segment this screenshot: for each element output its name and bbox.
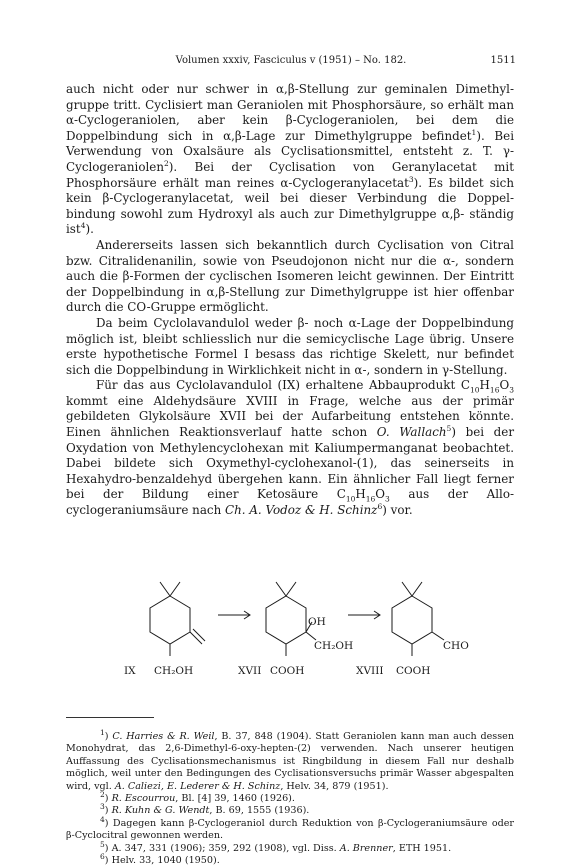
footnotes bbox=[66, 727, 514, 867]
paragraph-3: Da beim Cyclolavandulol weder β- noch α-Lage der Doppelbindung möglich ist, bleibt schliesslich nur die semicyclische Lage übrig. Unsere erste hypothetische Formel I besass das richtige Skelett, nur befindet sich die Doppelbindung in Wirklichkeit nicht in α-, sondern in γ-Stellung. bbox=[66, 315, 514, 377]
substituent-XVII-oh: OH bbox=[308, 616, 326, 628]
running-header bbox=[66, 55, 516, 71]
footnote-3: $^3$) R. Kuhn & G. Wendt, B. 69, 1555 (1936). bbox=[100, 802, 310, 817]
footnote-ref-6: 6 bbox=[377, 502, 383, 512]
structure-XVIII bbox=[392, 582, 444, 656]
substituent-XVII-cooh: COOH bbox=[270, 665, 305, 677]
footnote-4: $^4$) Dagegen kann β-Cyclogeraniol durch Reduktion von β-Cyclogeraniumsäure oder β-Cyclocitral gewonnen werden. bbox=[66, 814, 514, 842]
label-IX: IX bbox=[124, 665, 136, 677]
footnote-5: $^5$) A. 347, 331 (1906); 359, 292 (1908), vgl. Diss. A. Brenner, ETH 1951. bbox=[100, 839, 452, 854]
footnote-ref-1: 1 bbox=[471, 127, 477, 137]
reaction-scheme bbox=[124, 578, 480, 686]
label-XVII: XVII bbox=[238, 665, 262, 677]
footnote-ref-2: 2 bbox=[163, 159, 169, 168]
main-text bbox=[66, 82, 514, 519]
footnote-ref-4: 4 bbox=[80, 221, 86, 231]
structure-IX bbox=[150, 582, 205, 656]
paragraph-2: Andererseits lassen sich bekanntlich durch Cyclisation von Citral bzw. Citralidenanilin, sowie von Pseudojonon nicht nur die α-, sondern auch die β-Formen der cyclischen Isomeren leicht gewinnen. Der Eintritt der Doppelbindung in α,β-Stellung zur Dimethylgruppe ist hier offenbar durch die CO-Gruppe ermöglicht. bbox=[66, 237, 514, 315]
arrow-2 bbox=[348, 611, 380, 619]
substituent-XVII-ch2oh: CH₂OH bbox=[314, 640, 354, 652]
footnote-separator bbox=[66, 717, 154, 718]
footnote-ref-3: 3 bbox=[408, 174, 414, 184]
substituent-XVIII-cooh: COOH bbox=[396, 665, 431, 677]
paragraph-1: auch nicht oder nur schwer in α,β-Stellung zur geminalen Dimethyl- gruppe tritt. Cyclisiert man Geraniolen mit Phosphorsäure, so erhält man α-Cyclogeraniolen, aber kein β-Cyclogeraniolen, bei dem die Doppelbindung sich in α,β-Lage zur Dimethylgruppe befindet$^1$). Bei Verwendung von Oxalsäure als Cyclisationsmittel, entsteht z. T. γ-Cyclogeraniolen$^2$). Bei der Cyclisation von Geranylacetat mit Phosphorsäure erhält man reines α-Cyclogeranylacetat$^3$). Es bildet sich kein β-Cyclogeranylacetat, weil bei dieser Verbindung die Doppel- bindung sowohl zum Hydroxyl als auch zur Dimethylgruppe α,β- ständig ist$^4$). bbox=[66, 82, 515, 237]
substituent-XVIII-cho: CHO bbox=[443, 640, 469, 652]
substituent-IX-ch2oh: CH₂OH bbox=[154, 665, 194, 677]
paragraph-4: Für das aus Cyclolavandulol (IX) erhaltene Abbauprodukt $C_{10}H_{16}O_3$ kommt eine Aldehydsäure XVIII in Frage, welche aus der primär gebildeten Glykolsäure XVII bei der Aufarbeitung entstehen könnte. Einen ähnlichen Reaktionsverlauf hatte schon O. Wallach$^5$) bei der Oxydation von Methylencyclohexan mit Kaliumpermanganat beobachtet. Dabei bildete sich Oxymethyl-cyclohexanol-(1), das seinerseits in Hexahydro-benzaldehyd übergehen kann. Ein ähnlicher Fall liegt ferner bei der Bildung einer Ketosäure $C_{10}H_{16}O_3$ aus der Allo-cyclogeraniumsäure nach Ch. A. Vodoz & H. Schinz$^6$) vor. bbox=[66, 378, 515, 518]
footnote-ref-5: 5 bbox=[446, 424, 452, 434]
journal-reference: Volumen xxxiv, Fasciculus v (1951) – No. 182. bbox=[175, 55, 407, 66]
author-vodoz-schinz: Ch. A. Vodoz & H. Schinz bbox=[225, 503, 378, 518]
arrow-1 bbox=[218, 611, 250, 619]
author-wallach: O. Wallach bbox=[376, 425, 447, 440]
page-number: 1511 bbox=[490, 55, 516, 66]
footnote-1: $^1$) C. Harries & R. Weil, B. 37, 848 (1904). Statt Geraniolen kann man auch dessen Monohydrat, das 2,6-Dimethyl-6-oxy-hepten-(2) verwenden. Nach unserer heutigen Auffassung des Cyclisationsmechanismus ist Ringbildung in diesem Fall nur deshalb möglich, weil unter den Bedingungen des Cyclisationsversuchs primär Wasser abgespalten wird, vgl. A. Caliezi, E. Lederer & H. Schinz, Helv. 34, 879 (1951). bbox=[66, 727, 514, 792]
footnote-2: $^2$) R. Escourrou, Bl. [4] 39, 1460 (1926). bbox=[100, 789, 295, 805]
footnote-6: $^6$) Helv. 33, 1040 (1950). bbox=[100, 851, 220, 867]
label-XVIII: XVIII bbox=[356, 665, 384, 677]
